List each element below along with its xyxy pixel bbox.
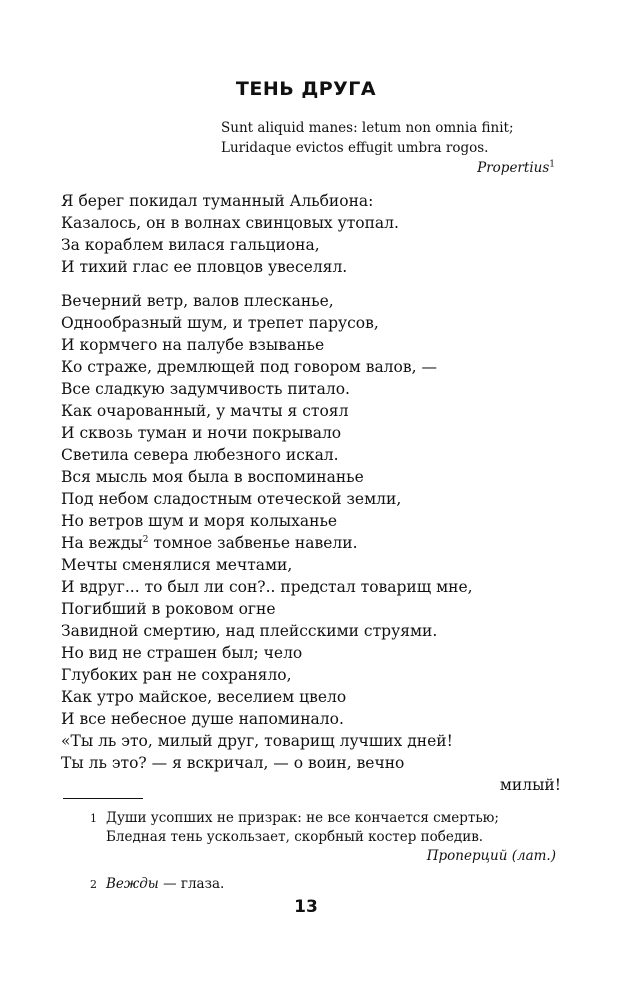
verse-line: И сквозь туман и ночи покрывало: [61, 424, 342, 442]
footnote-1-line-2: Бледная тень ускользает, скорбный костер победив.: [106, 829, 484, 845]
verse-line: Мечты сменялися мечтами,: [61, 556, 293, 574]
verse-line: Светила севера любезного искал.: [61, 446, 339, 464]
verse-line: Как утро майское, веселием цвело: [61, 688, 347, 706]
verse-line: Но ветров шум и моря колыханье: [61, 512, 338, 530]
verse-line: Казалось, он в волнах свинцовых утопал.: [61, 214, 399, 232]
epigraph: [221, 118, 555, 178]
verse-line: Все сладкую задумчивость питало.: [61, 380, 350, 398]
verse-line: Вся мысль моя была в воспоминанье: [61, 468, 364, 486]
verse-line-continuation: милый!: [499, 776, 561, 794]
stanza-1: [61, 190, 561, 278]
verse-line: И все небесное душе напоминало.: [61, 710, 344, 728]
verse-line: Ты ль это? — я вскричал, — о воин, вечно: [61, 754, 405, 772]
verse-line: И тихий глас ее пловцов увеселял.: [61, 258, 348, 276]
footnote-1-text: Души усопших не призрак: не все кончается смертью;: [106, 810, 499, 826]
verse-line: И кормчего на палубе взыванье: [61, 336, 325, 354]
verse-line: Вечерний ветр, валов плесканье,: [61, 292, 334, 310]
epigraph-line-2: Luridaque evictos effugit umbra rogos.: [221, 140, 489, 156]
epigraph-line-1: Sunt aliquid manes: letum non omnia finit;: [221, 120, 514, 136]
verse-line: И вдруг... то был ли сон?.. предстал товарищ мне,: [61, 578, 473, 596]
epigraph-author-name: Propertius: [477, 160, 550, 176]
verse-text: томное забвенье навели.: [148, 534, 358, 552]
page-number: 13: [294, 897, 318, 917]
verse-line: Но вид не страшен был; чело: [61, 644, 303, 662]
footnote-mark-2: 2: [142, 534, 149, 545]
footnotes: [90, 809, 556, 894]
footnote-2-definition: — глаза.: [158, 876, 225, 892]
footnote-mark-1: 1: [549, 159, 555, 170]
verse-line: Погибший в роковом огне: [61, 600, 276, 618]
verse-line: [61, 532, 561, 554]
verse-line: Ко страже, дремлющей под говором валов, —: [61, 358, 437, 376]
verse-line: Завидной смертию, над плейсскими струями.: [61, 622, 438, 640]
footnote-2-number: 2: [90, 878, 97, 891]
verse-line: Под небом сладостным отеческой земли,: [61, 490, 402, 508]
footnote-2: [90, 875, 556, 894]
verse-line: Однообразный шум, и трепет парусов,: [61, 314, 379, 332]
footnote-1-number: 1: [90, 812, 97, 825]
footnote-1-source: Проперций (лат.): [426, 848, 556, 864]
verse-line: За кораблем вилася гальциона,: [61, 236, 320, 254]
verse-line: Я берег покидал туманный Альбиона:: [61, 192, 374, 210]
footnote-1-line-1: [90, 809, 556, 828]
epigraph-author: [221, 158, 555, 178]
footnote-divider: [63, 798, 143, 799]
verse-line: Глубоких ран не сохраняло,: [61, 666, 292, 684]
verse-line: «Ты ль это, милый друг, товарищ лучших дней!: [61, 732, 453, 750]
verse-text: На вежды: [61, 534, 143, 552]
verse-line: Как очарованный, у мачты я стоял: [61, 402, 349, 420]
footnote-2-term: Вежды: [106, 876, 159, 892]
stanza-2: [61, 290, 561, 796]
poem-title: ТЕНЬ ДРУГА: [235, 78, 377, 100]
